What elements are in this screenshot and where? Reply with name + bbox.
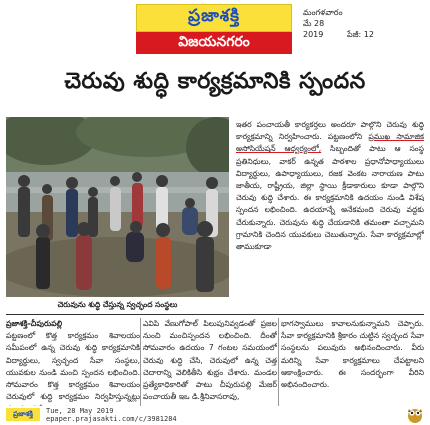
section-divider [6,314,424,315]
edition-name: విజయనగరం [136,32,292,54]
owl-icon [405,404,425,424]
highlighted-text: ప్రముఖ సామాజిక అసోసియేషన్ ఆధ్వర్యంలో, [236,132,424,154]
article-headline: చెరువు శుద్ధి కార్యక్రమానికి స్పందన [64,69,366,94]
photo-caption: చెరువును శుద్ధి చేస్తున్న స్వచ్ఛంద సంస్థలు [57,299,178,309]
article-text: ఇతర పంచాయతీ కార్యకర్తలు అందరూ పాల్గొని చెరువు శుద్ధి కార్యక్రమాన్ని నిర్వహించారు. పట్టణంలోని [236,120,424,142]
article-photo [6,117,229,297]
newspaper-logo: ప్రజాశక్తి [136,4,292,32]
article-text: ఎవిపి వేణుగోపాల్ పిలుపునివ్వడంతో ప్రజల నుంచి మంచిస్పందన లభించింది. దీంతో సోమవారం ఉదయం 7 గంటల సమయంలో చెరువు శుద్ధి చేసి, చెరువులో ఉన్న చెత్త చెదారాన్ని వెలికితీసి శుభ్రం చేశారు. మండల ప్రత్యేకాధికారితో పాటు చీపురుపల్లి మేజర్ పంచాయతీ ఇఒ డి.శ్రీనివాసరావు, [143,319,277,402]
dateline [303,7,373,40]
article-column-mid-bottom [143,318,277,406]
column-divider [140,318,141,406]
footer-info [46,407,177,423]
page-footer [0,408,430,425]
footer-url[interactable]: epaper.prajasakti.com/c/3981284 [46,415,177,423]
article-column-right-bottom [281,318,424,406]
footer-logo: ప్రజాశక్తి [6,408,40,421]
article-text: భాగస్వాములు కావాలనుకున్నామని చెప్పారు. సేవా కార్యక్రమానికి శ్రీకారం చుట్టిన స్వచ్ఛంద సేవా సంస్థలను పలువురు అభినందించారు. వీరు మరిన్ని సేవా కార్యక్రమాలు చేపట్టాలని ఆకాంక్షించారు. ఈ సందర్భంగా వీరిని అభినందించారు. [281,319,424,390]
page-number: పేజీ: 12 [347,30,374,39]
article-text: సిబ్బందితో పాటు ఆ సంస్థ ప్రతినిధులు, వాకర్ ఉన్నత పాఠశాల ప్రధానోపాధ్యాయులు విద్యార్థులు, ఉపాధ్యాయులు, రజక వెంకట నారాయణ పాటు జాతీయ, రాష్ట్రీయ, జిల్లా స్థాయి క్రీడాకారులు కూడా పాల్గొని చెరువు శుద్ధి చేశారు. ఈ కార్యక్రమానికి ఉదయం నుండి విశేష స్పందన లభించింది. ఉదయాన్నే అనేకమంది చెరువు వద్దకు చేరుకున్నారు. చెరువును శుద్ధి చేయడానికి తమంతా వచ్చామని గ్రామానికి చెందిన యువకులు చెబుతున్నారు. సేవా కార్యక్రమాల్లో తాముకూడా [236,144,424,252]
article-column-left-bottom [6,318,140,406]
article-column-right-top [236,119,424,315]
article-dateline-tag: ప్రజాశక్తి-చీపురుపల్లి [6,319,63,328]
column-divider [278,318,279,406]
dateline-date: మే 28 [303,19,325,28]
article-text: పట్టణంలో కొత్త కార్యక్రమం శివాలయం సమీపంలో ఉన్న చెరువు శుద్ధి కార్యక్రమానికి విద్యార్థులు, స్వచ్ఛంద సేవా సంస్థలు, యువకుల నుండి మంచి స్పందన లభించింది. సోమవారం కొత్త కార్యక్రమం శివాలయం చెరువులో శుద్ధి కార్యక్రమం నిర్వహిస్తున్నట్లు [6,331,140,402]
masthead [136,4,292,54]
footer-date: Tue, 28 May 2019 [46,407,114,415]
dateline-year: 2019 [303,30,324,39]
dateline-day: మంగళవారం [303,8,343,17]
